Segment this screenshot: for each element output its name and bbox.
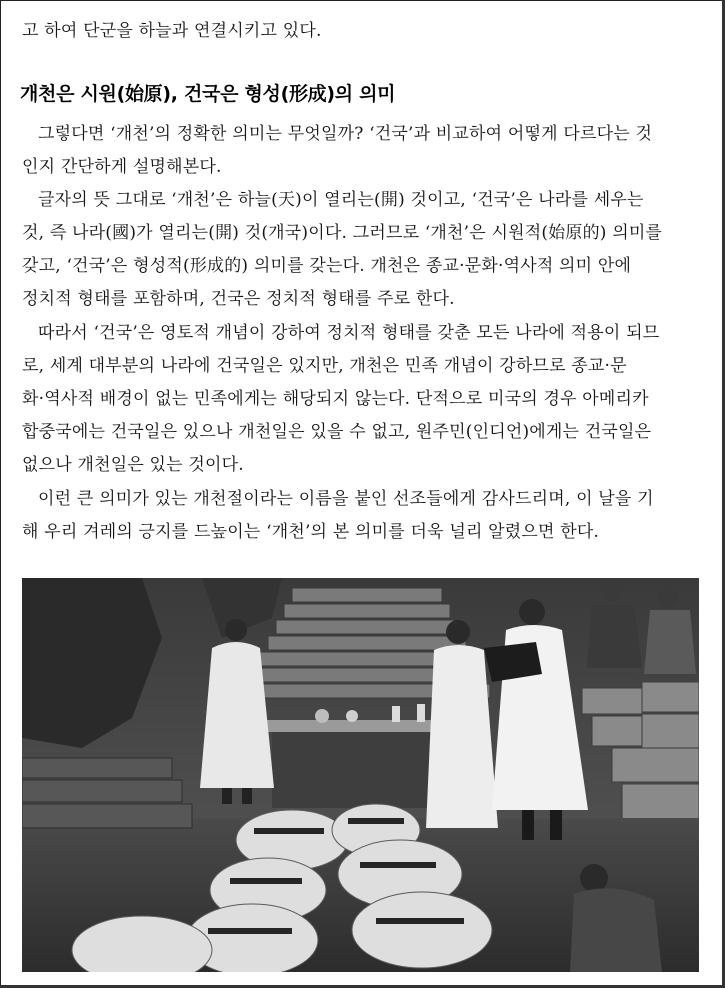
paragraph-2-line-1: 글자의 뜻 그대로 ‘개천’은 하늘(天)이 열리는(開) 것이고, ‘건국’은 나라를 세우는 [38,190,644,210]
paragraph-4-line-2: 해 우리 겨레의 긍지를 드높이는 ‘개천’의 본 의미를 더욱 널리 알렸으면 한다. [22,522,600,542]
ceremony-photo-illustration [22,578,699,972]
paragraph-3-line-5: 없으나 개천일은 있는 것이다. [22,455,244,475]
paragraph-1-line-2: 인지 간단하게 설명해본다. [22,157,222,177]
paragraph-1-line-1: 그렇다면 ‘개천’의 정확한 의미는 무엇일까? ‘건국’과 비교하여 어떻게 다르다는 것 [38,124,653,144]
paragraph-2-line-3: 갖고, ‘건국’은 형성적(形成的) 의미를 갖는다. 개천은 종교·문화·역사적 의미 안에 [22,256,632,276]
text-line-1: 고 하여 단군을 하늘과 연결시키고 있다. [22,21,322,41]
section-heading: 개천은 시원(始原), 건국은 형성(形成)의 의미 [20,83,396,105]
paragraph-3-line-1: 따라서 ‘건국’은 영토적 개념이 강하여 정치적 형태를 갖춘 모든 나라에 적용이 되므 [38,323,660,343]
ceremony-photo [22,578,699,972]
paragraph-3-line-2: 로, 세계 대부분의 나라에 건국일은 있지만, 개천은 민족 개념이 강하므로 종교·문 [22,356,627,376]
paragraph-3-line-3: 화·역사적 배경이 없는 민족에게는 해당되지 않는다. 단적으로 미국의 경우 아메리카 [22,389,649,409]
paragraph-3-line-4: 합중국에는 건국일은 있으나 개천일은 있을 수 없고, 원주민(인디언)에게는 건국일은 [22,422,652,442]
paragraph-4-line-1: 이런 큰 의미가 있는 개천절이라는 이름을 붙인 선조들에게 감사드리며, 이 날을 기 [38,489,654,509]
paragraph-2-line-2: 것, 즉 나라(國)가 열리는(開) 것(개국)이다. 그러므로 ‘개천’은 시원적(始原的) 의미를 [22,223,663,243]
paragraph-2-line-4: 정치적 형태를 포함하며, 건국은 정치적 형태를 주로 한다. [22,289,455,309]
